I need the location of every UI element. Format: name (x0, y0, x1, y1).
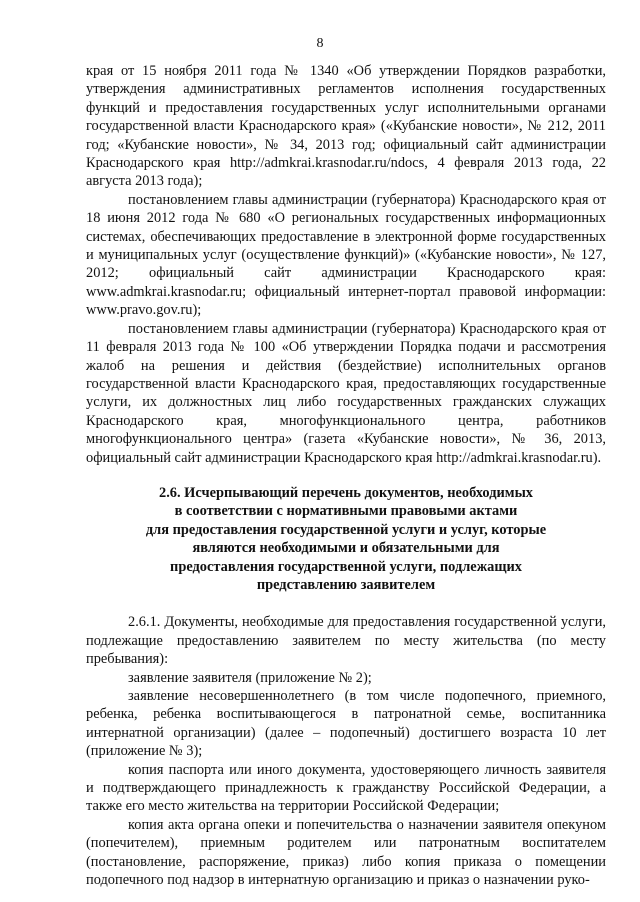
heading-line: предоставления государственной услуги, подлежащих (170, 558, 522, 575)
page-number: 8 (316, 36, 324, 51)
section-heading-2-6 (86, 484, 606, 594)
paragraph-decree-100: постановлением главы администрации (губернатора) Краснодарского края от 11 февраля 2013 года № 100 «Об утверждении Порядка подачи и рассмотрения жалоб на решения и действия (бездействие) исполнительных органов государственной власти Краснодарского края, предоставляющих государственные услуги, их должностных лиц либо государственных гражданских служащих Краснодарского края, многофункционального центра, работников многофункционального центра» (газета «Кубанские новости», № 36, 2013, официальный сайт администрации Краснодарского края http://admkrai.krasnodar.ru). (86, 320, 606, 466)
list-item-application: заявление заявителя (приложение № 2); (128, 669, 372, 686)
heading-line: в соответствии с нормативными правовыми актами (174, 503, 518, 520)
list-item-guardianship-act: копия акта органа опеки и попечительства о назначении заявителя опекуном (попечителем), приемным родителем или патронатным воспитателем (постановление, распоряжение, приказ) либо копия приказа о помещении подопечного под надзор в интернатную организацию и приказ о назначении руко- (86, 816, 606, 889)
paragraph-decree-680: постановлением главы администрации (губернатора) Краснодарского края от 18 июня 2012 года № 680 «О региональных государственных информационных системах, обеспечивающих предоставление в электронной форме государственных и муниципальных услуг (осуществление функций)» («Кубанские новости», № 127, 2012; официальный сайт администрации Краснодарского края: www.admkrai.krasnodar.ru; официальный интернет-портал правовой информации: www.pravo.gov.ru); (86, 191, 606, 319)
page-content (86, 62, 606, 889)
paragraph-2-6-1: 2.6.1. Документы, необходимые для предоставления государственной услуги, подлежащие предоставлению заявителем по месту жительства (по месту пребывания): (86, 614, 606, 668)
heading-line: представлению заявителем (256, 576, 436, 593)
heading-line: являются необходимыми и обязательными для (192, 540, 500, 557)
paragraph-continuation: края от 15 ноября 2011 года № 1340 «Об утверждении Порядков разработки, утверждения административных регламентов исполнения государственных функций и предоставления государственных услуг исполнительными органами государственной власти Краснодарского края» («Кубанские новости», № 212, 2011 год; «Кубанские новости», № 34, 2013 год; официальный сайт администрации Краснодарского края http://admkrai.krasnodar.ru/ndocs, 4 февраля 2013 года, 22 августа 2013 года); (86, 63, 606, 190)
heading-line: 2.6. Исчерпывающий перечень документов, необходимых (159, 484, 533, 501)
list-item-minor-application: заявление несовершеннолетнего (в том числе подопечного, приемного, ребенка, ребенка воспитывающегося в патронатной семье, воспитанника интернатной организации) (далее – подопечный) достигшего возраста 10 лет (приложение № 3); (86, 688, 606, 760)
heading-line: для предоставления государственной услуги и услуг, которые (145, 521, 547, 538)
list-item-passport-copy: копия паспорта или иного документа, удостоверяющего личность заявителя и подтверждающего принадлежность к гражданству Российской Федерации, а также его место жительства на территории Российской Федерации; (86, 761, 606, 815)
